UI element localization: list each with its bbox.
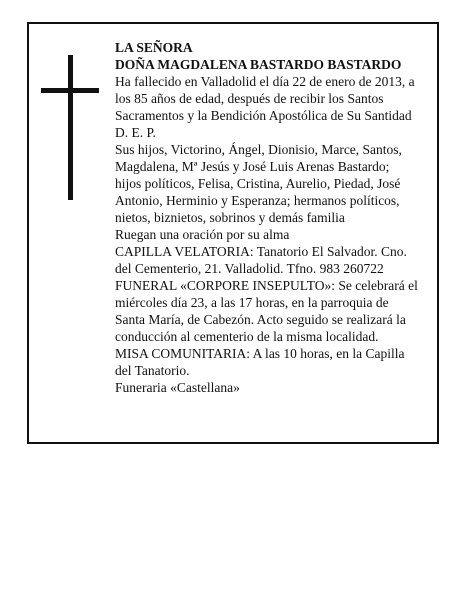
body-line-16: conducción al cementerio de la misma localidad. xyxy=(115,329,379,344)
title-line: LA SEÑORA xyxy=(115,40,193,55)
body-line-9: nietos, biznietos, sobrinos y demás familia xyxy=(115,210,345,225)
body-line-10: Ruegan una oración por su alma xyxy=(115,227,290,242)
cross-vertical-bar xyxy=(68,55,73,200)
body-line-6: Magdalena, Mª Jesús y José Luis Arenas Bastardo; xyxy=(115,159,390,174)
body-line-8: Antonio, Herminio y Esperanza; hermanos políticos, xyxy=(115,193,400,208)
body-line-4: D. E. P. xyxy=(115,125,156,140)
body-line-7: hijos políticos, Felisa, Cristina, Aurelio, Piedad, José xyxy=(115,176,401,191)
cross-horizontal-bar xyxy=(41,88,99,93)
body-line-12: del Cementerio, 21. Valladolid. Tfno. 983 260722 xyxy=(115,261,384,276)
body-line-11: CAPILLA VELATORIA: Tanatorio El Salvador. Cno. xyxy=(115,244,407,259)
body-line-3: Sacramentos y la Bendición Apostólica de Su Santidad xyxy=(115,108,412,123)
body-line-5: Sus hijos, Victorino, Ángel, Dionisio, Marce, Santos, xyxy=(115,142,402,157)
death-notice xyxy=(27,22,439,444)
notice-text xyxy=(115,39,427,396)
body-line-14: miércoles día 23, a las 17 horas, en la parroquia de xyxy=(115,295,389,310)
body-line-2: los 85 años de edad, después de recibir los Santos xyxy=(115,91,384,106)
body-line-13: FUNERAL «CORPORE INSEPULTO»: Se celebrará el xyxy=(115,278,418,293)
cross-icon xyxy=(41,55,99,200)
body-line-1: Ha fallecido en Valladolid el día 22 de enero de 2013, a xyxy=(115,74,415,89)
body-line-18: del Tanatorio. xyxy=(115,363,190,378)
deceased-name: DOÑA MAGDALENA BASTARDO BASTARDO xyxy=(115,57,402,72)
body-line-17: MISA COMUNITARIA: A las 10 horas, en la Capilla xyxy=(115,346,405,361)
body-line-15: Santa María, de Cabezón. Acto seguido se realizará la xyxy=(115,312,406,327)
body-line-19: Funeraria «Castellana» xyxy=(115,380,240,395)
